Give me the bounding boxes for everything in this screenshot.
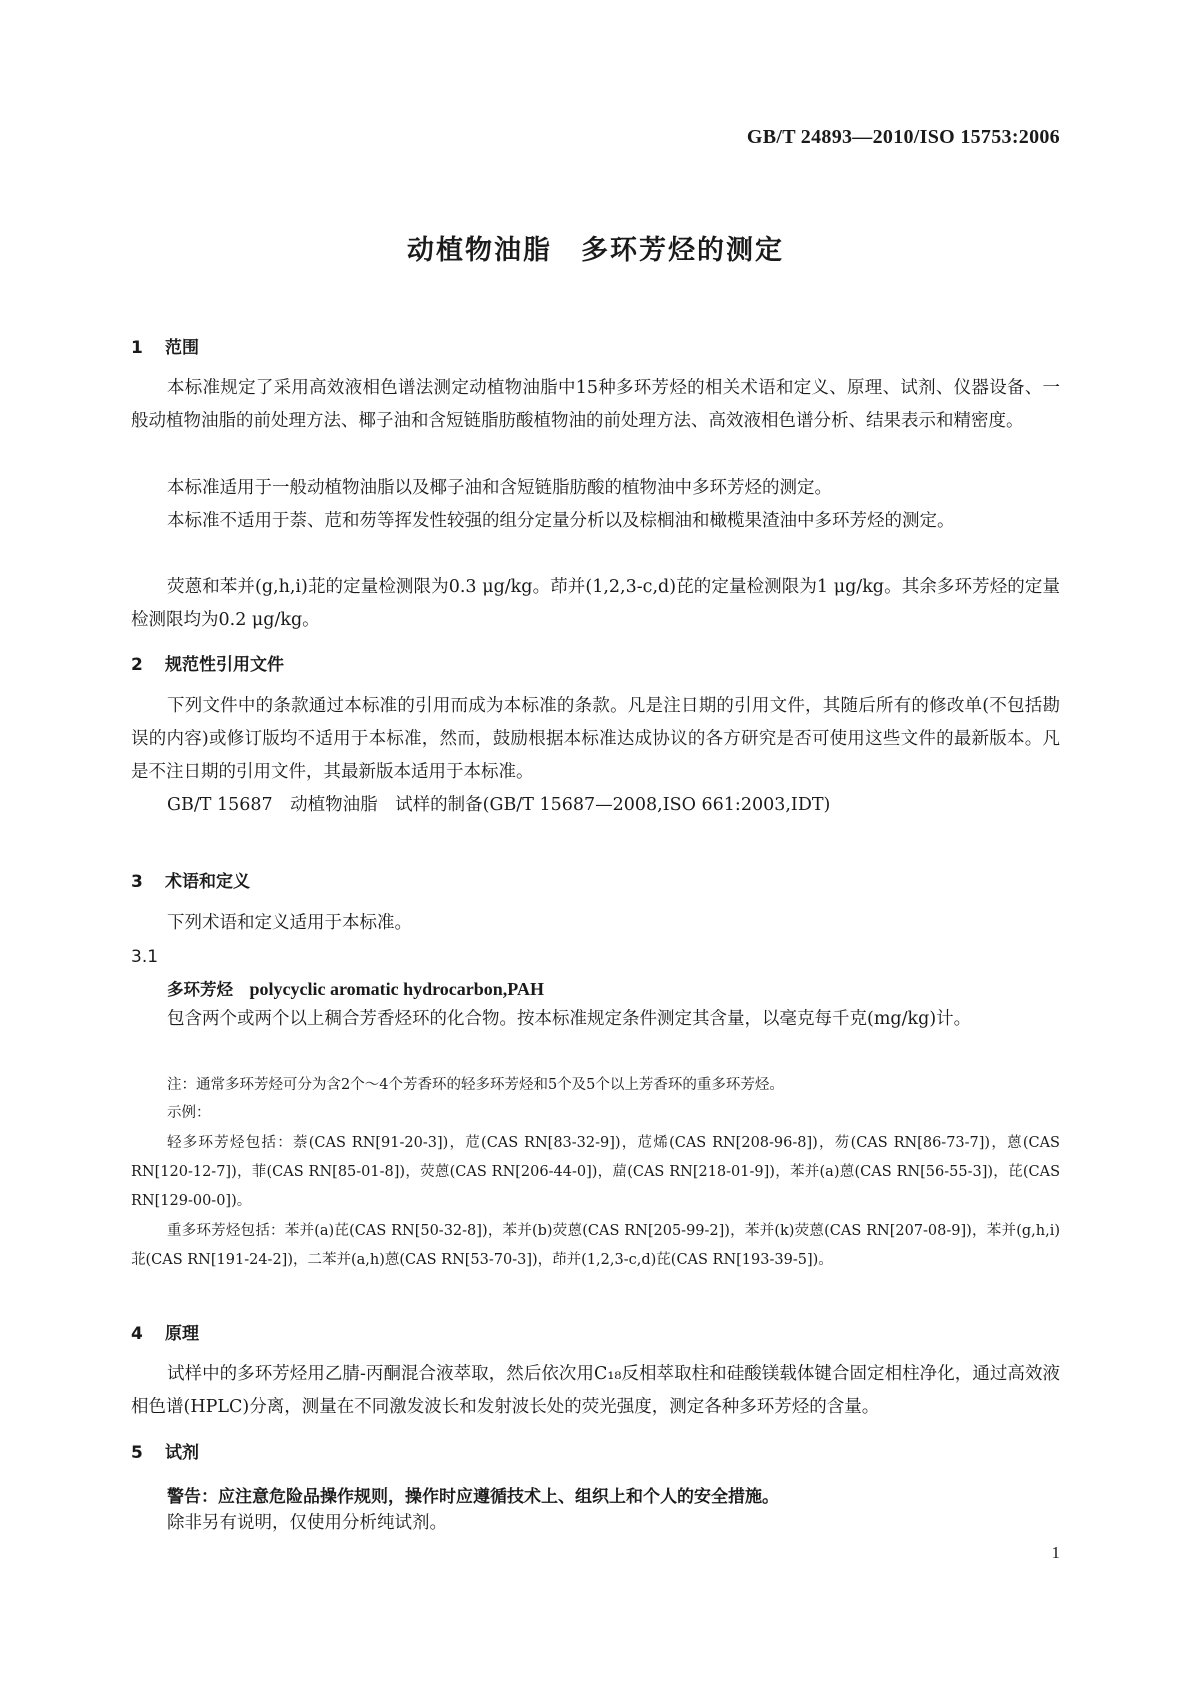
safety-warning: 警告：应注意危险品操作规则，操作时应遵循技术上、组织上和个人的安全措施。: [167, 1487, 779, 1507]
document-title: 动植物油脂 多环芳烃的测定: [407, 235, 784, 266]
section-title: 原理: [165, 1324, 199, 1344]
normative-reference: GB/T 15687 动植物油脂 试样的制备(GB/T 15687—2008,ISO 661:2003,IDT): [167, 795, 831, 815]
section-number: 4: [131, 1324, 143, 1344]
section-title: 术语和定义: [165, 872, 250, 892]
example-heavy-pah: 重多环芳烃包括：苯并(a)芘(CAS RN[50-32-8])，苯并(b)荧蒽(CAS RN[205-99-2])，苯并(k)荧蒽(CAS RN[207-08-9])，苯并(g,h,i)苝(CAS RN[191-24-2])，二苯并(a,h)蒽(CAS RN[53-70-3])，茚并(1,2,3-c,d)芘(CAS RN[193-39-5])。: [131, 1223, 1060, 1268]
section-title: 范围: [165, 338, 199, 358]
term-entry: [131, 976, 1096, 1000]
term-definition: 包含两个或两个以上稠合芳香烃环的化合物。按本标准规定条件测定其含量，以毫克每千克(mg/kg)计。: [167, 1009, 972, 1029]
section-3-heading: [131, 867, 1060, 892]
section-2-heading: [131, 650, 1060, 675]
standard-code: GB/T 24893—2010/ISO 15753:2006: [746, 126, 1060, 148]
example-light-pah: 轻多环芳烃包括：萘(CAS RN[91-20-3])，苊(CAS RN[83-32-9])，苊烯(CAS RN[208-96-8])，芴(CAS RN[86-73-7])，蒽(CAS RN[120-12-7])，菲(CAS RN[85-01-8])，荧蒽(CAS RN[206-44-0])，䓛(CAS RN[218-01-9])，苯并(a)蒽(CAS RN[56-55-3])，芘(CAS RN[129-00-0])。: [131, 1135, 1060, 1209]
page-number: 1: [1051, 1543, 1060, 1562]
example-label: 示例：: [167, 1105, 211, 1121]
section-4-heading: [131, 1319, 1060, 1344]
section-4-paragraph-1: 试样中的多环芳烃用乙腈-丙酮混合液萃取，然后依次用C₁₈反相萃取柱和硅酸镁载体键合固定相柱净化，通过高效液相色谱(HPLC)分离，测量在不同激发波长和发射波长处的荧光强度，测定各种多环芳烃的含量。: [131, 1364, 1060, 1417]
section-2-paragraph-1: 下列文件中的条款通过本标准的引用而成为本标准的条款。凡是注日期的引用文件，其随后所有的修改单(不包括勘误的内容)或修订版均不适用于本标准，然而，鼓励根据本标准达成协议的各方研究是否可使用这些文件的最新版本。凡是不注日期的引用文件，其最新版本适用于本标准。: [131, 696, 1060, 782]
section-number: 5: [131, 1443, 143, 1463]
section-number: 3: [131, 872, 143, 892]
section-3-paragraph-1: 下列术语和定义适用于本标准。: [167, 913, 412, 933]
section-title: 规范性引用文件: [165, 655, 284, 675]
section-number: 2: [131, 655, 143, 675]
section-1-heading: [131, 333, 1060, 358]
term-chinese: 多环芳烃: [167, 980, 233, 999]
section-5-paragraph-1: 除非另有说明，仅使用分析纯试剂。: [167, 1513, 447, 1533]
subsection-number: 3.1: [131, 947, 159, 967]
section-number: 1: [131, 338, 143, 358]
section-1-paragraph-1: 本标准规定了采用高效液相色谱法测定动植物油脂中15种多环芳烃的相关术语和定义、原理、试剂、仪器设备、一般动植物油脂的前处理方法、椰子油和含短链脂肪酸植物油的前处理方法、高效液相色谱分析、结果表示和精密度。: [131, 378, 1060, 431]
section-title: 试剂: [165, 1443, 199, 1463]
section-1-paragraph-3: 本标准不适用于萘、苊和芴等挥发性较强的组分定量分析以及棕榈油和橄榄果渣油中多环芳烃的测定。: [167, 511, 955, 531]
term-english: polycyclic aromatic hydrocarbon,PAH: [249, 979, 544, 999]
section-1-paragraph-4: 荧蒽和苯并(g,h,i)苝的定量检测限为0.3 μg/kg。茚并(1,2,3-c,d)芘的定量检测限为1 μg/kg。其余多环芳烃的定量检测限均为0.2 μg/kg。: [131, 577, 1060, 630]
term-note: 注：通常多环芳烃可分为含2个～4个芳香环的轻多环芳烃和5个及5个以上芳香环的重多环芳烃。: [167, 1077, 784, 1093]
section-5-heading: [131, 1438, 1060, 1463]
section-1-paragraph-2: 本标准适用于一般动植物油脂以及椰子油和含短链脂肪酸的植物油中多环芳烃的测定。: [167, 478, 832, 498]
